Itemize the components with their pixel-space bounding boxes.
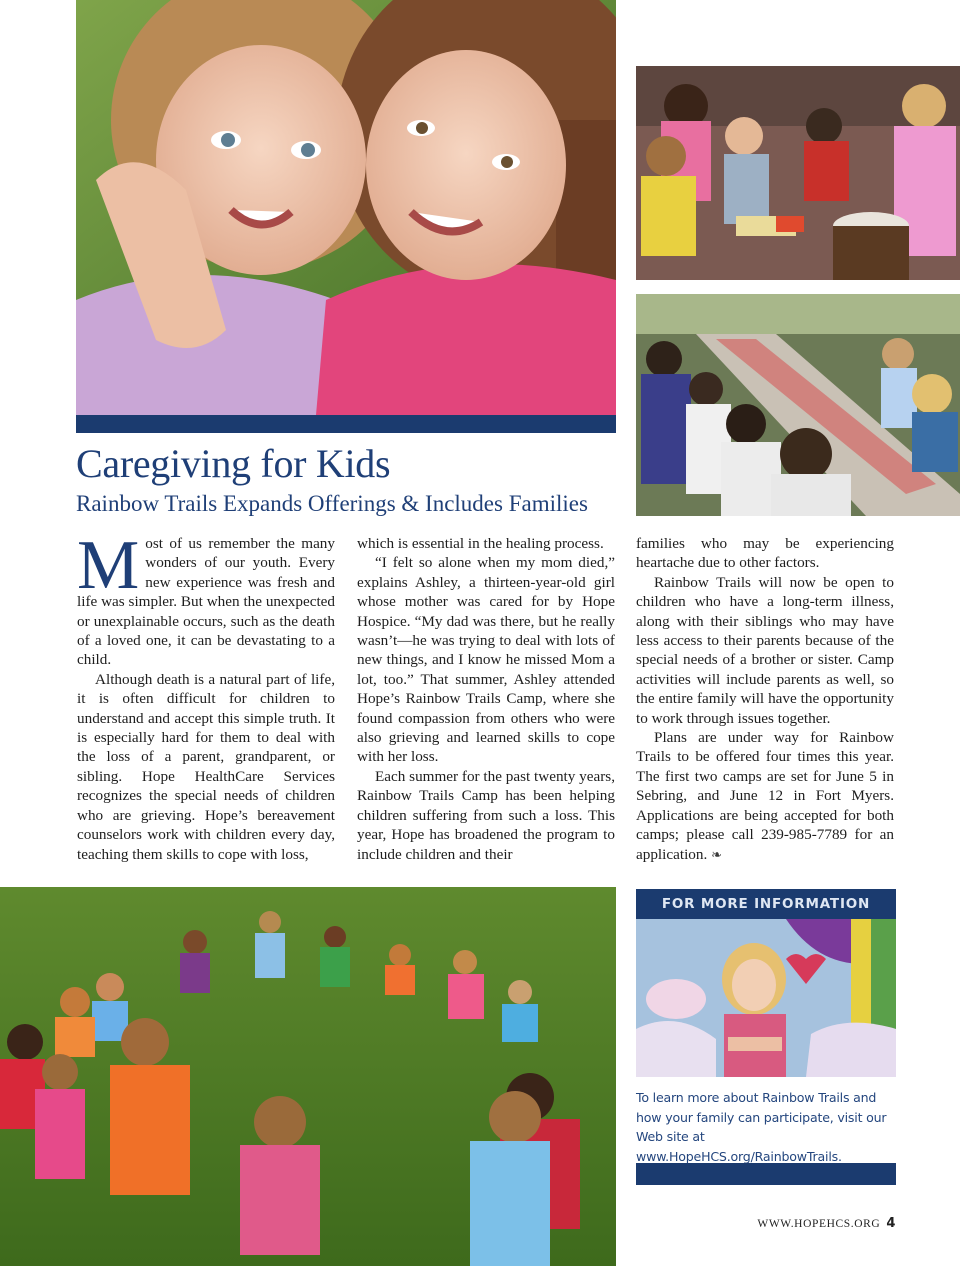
paragraph-5: Rainbow Trails will now be open to children who have a long-term illness, along with their siblings who may have less access to their parents because of the special needs of a brother or sister. Camp activities will include parents as well, so the entire family will have the opportunity to work through issues together. [636, 573, 894, 727]
info-text: To learn more about Rainbow Trails and how your family can participate, visit our Web site at www.HopeHCS.org/RainbowTrails. [636, 1090, 887, 1164]
info-sidebar [636, 889, 896, 1166]
paragraph-4: Each summer for the past twenty years, Rainbow Trails Camp has been helping children suffering from such a loss. This year, Hope has broadened the program to include children and their [357, 767, 615, 863]
drop-cap: M [77, 527, 140, 604]
info-bottom-bar [636, 1163, 896, 1185]
paragraph-6-text: Plans are under way for Rainbow Trails to be offered four times this year. The first two camps are set for June 5 in Sebring, and June 12 in Fort Myers. Applications are being accepted for both camps; please call 239-985-7789 for an application. [636, 729, 894, 863]
paragraph-2-continued: which is essential in the healing process. [357, 535, 604, 552]
butterfly-icon: ❧ [711, 846, 722, 862]
photo-kids-drumming [636, 66, 960, 280]
article-column-3 [636, 534, 894, 864]
paragraph-6 [636, 728, 894, 864]
paragraph-3: “I felt so alone when my mom died,” explains Ashley, a thirteen-year-old girl whose mother was cared for by Hope Hospice. “My dad was there, but he really wasn’t—he was trying to deal with lots of new things, and I know he missed Mom a lot, too.” That summer, Ashley attended Hope’s Rainbow Trails Camp, where she found compassion from others who were also grieving and learned skills to cope with her loss. [357, 554, 615, 766]
footer-url: WWW.HOPEHCS.ORG [757, 1218, 881, 1230]
paragraph-4-continued: families who may be experiencing heartache due to other factors. [636, 535, 894, 572]
info-header: FOR MORE INFORMATION [636, 889, 896, 919]
article-title: Caregiving for Kids [76, 441, 391, 486]
paragraph-2: Although death is a natural part of life, it is often difficult for children to understand and accept this simple truth. It is especially hard for them to deal with the loss of a parent, grandparent, or sibling. Hope HealthCare Services recognizes the special needs of children who are grieving. Hope’s bereavement counselors work with children every day, teaching them skills to cope with loss, [77, 670, 335, 863]
article-subtitle: Rainbow Trails Expands Offerings & Includes Families [76, 491, 588, 516]
hero-photo-two-girls [76, 0, 616, 415]
hero-accent-bar [76, 415, 616, 433]
article-column-1 [77, 527, 335, 864]
paragraph-1 [77, 527, 335, 670]
photo-kids-circle-on-grass [0, 887, 616, 1266]
photo-kids-at-table [636, 294, 960, 516]
article-column-2 [357, 534, 615, 864]
page-number: 4 [886, 1216, 896, 1231]
photo-girl-mural [636, 919, 896, 1077]
paragraph-1-text: ost of us remember the many wonders of our youth. Every new experience was fresh and life was simpler. But when the unexpected or unexplainable occurs, such as the death of a loved one, it can be devastating to a child. [77, 535, 335, 669]
page-footer [757, 1216, 896, 1231]
